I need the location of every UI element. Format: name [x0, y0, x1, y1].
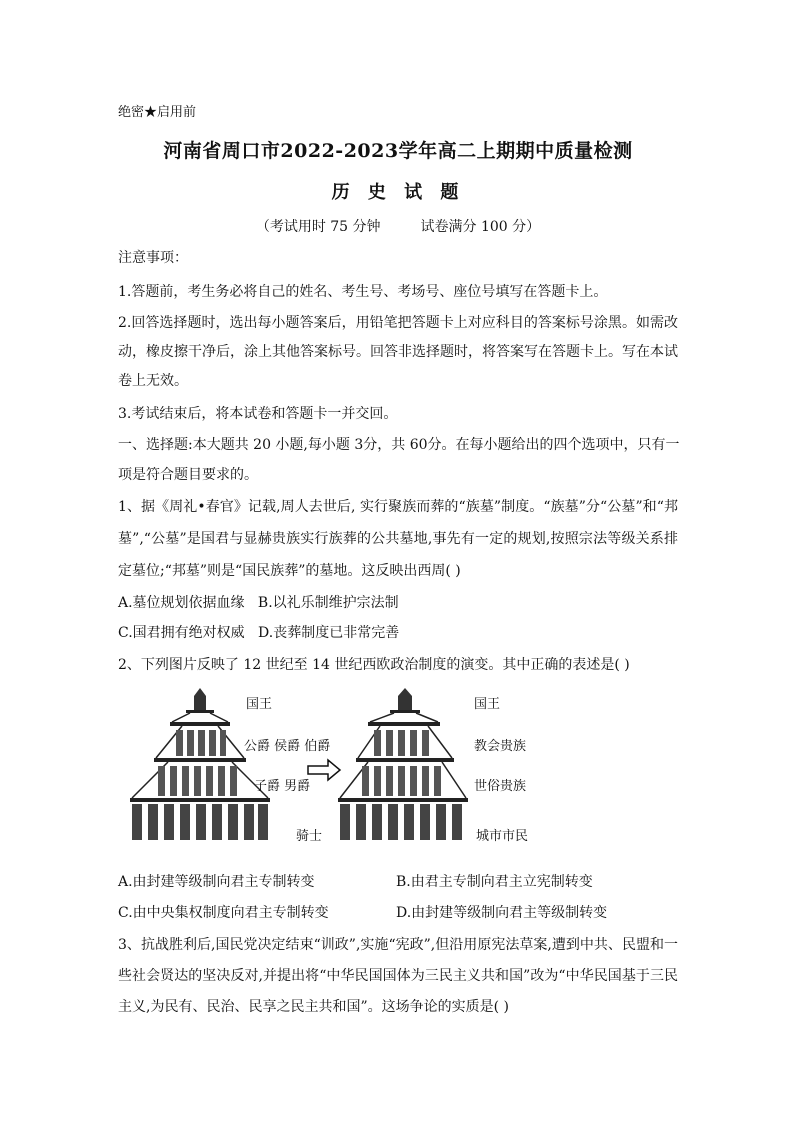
- q2-option-c: C.由中央集权制度向君主专制转变: [118, 905, 329, 921]
- q1-options-row1: [118, 593, 678, 613]
- q1-stem: 1、据《周礼•春官》记载,周人去世后, 实行聚族而葬的“族墓”制度。“族墓”分“公墓”和“邦: [118, 499, 678, 515]
- left-label-dukes: 公爵 侯爵 伯爵: [244, 739, 331, 754]
- right-tier-2: [368, 722, 440, 726]
- q2-option-a: A.由封建等级制向君主专制转变: [118, 874, 315, 890]
- confidential-label: 绝密★启用前: [118, 105, 197, 120]
- exam-score: 试卷满分 100 分）: [420, 219, 541, 235]
- q2-option-d: D.由封建等级制向君主等级制转变: [396, 905, 608, 921]
- right-label-clergy: 教会贵族: [474, 739, 527, 754]
- exam-info: [118, 216, 678, 236]
- notes-heading: 注意事项：: [118, 250, 188, 266]
- right-tier-1: [390, 710, 420, 713]
- q1-option-a: A.墓位规划依据血缘: [118, 595, 245, 611]
- q2-options-row1: [118, 872, 678, 892]
- q3-stem-cont: 些社会贤达的坚决反对,并提出将“中华民国国体为三民主义共和国”改为“中华民国基于三民: [118, 968, 678, 984]
- knights-figures: [132, 804, 268, 840]
- right-tier-3: [356, 758, 454, 762]
- citizens-figures: [340, 804, 462, 840]
- crowned-king-figure: [398, 688, 412, 710]
- right-pyramid: [338, 688, 468, 840]
- left-tier-3: [154, 758, 246, 762]
- section1-intro: 一、选择题:本大题共 20 小题,每小题 3分，共 60分。在每小题给出的四个选项中，只有一: [118, 437, 680, 453]
- right-tier-base: [338, 798, 468, 802]
- subject-title: 历 史 试 题: [331, 182, 465, 203]
- q1-stem-cont: 墓”,“公墓”是国君与显赫贵族实行族葬的公共墓地,事先有一定的规划,按照宗法等级关系排: [118, 531, 678, 547]
- note-item: 3.考试结束后，将本试卷和答题卡一并交回。: [118, 406, 398, 422]
- q2-pyramid-figure: [124, 684, 554, 846]
- arrow-right-icon: [308, 760, 340, 780]
- left-label-knights: 骑士: [296, 829, 323, 844]
- left-label-king: 国王: [246, 697, 273, 712]
- left-tier-1: [186, 710, 214, 713]
- crowned-king-figure: [194, 688, 206, 710]
- estates-figures: [362, 730, 441, 796]
- note-item: 动，橡皮擦干净后，涂上其他答案标号。回答非选择题时，将答案写在答题卡上。写在本试: [118, 344, 678, 360]
- q1-stem-end: 定墓位;“邦墓”则是“国民族葬”的墓地。这反映出西周( ): [118, 563, 461, 579]
- q2-options-row2: [118, 903, 678, 923]
- note-item: 1.答题前，考生务必将自己的姓名、考生号、考场号、座位号填写在答题卡上。: [118, 284, 608, 300]
- q3-stem-end: 主义,为民有、民治、民享之民主共和国”。这场争论的实质是( ): [118, 999, 509, 1015]
- exam-time: （考试用时 75 分钟: [255, 219, 381, 235]
- q2-option-b: B.由君主专制向君主立宪制转变: [396, 874, 593, 890]
- left-tier-2: [170, 722, 230, 726]
- section1-intro-cont: 项是符合题目要求的。: [118, 467, 258, 483]
- left-label-viscounts: 子爵 男爵: [254, 779, 311, 794]
- note-item: 2.回答选择题时，选出每小题答案后，用铅笔把答题卡上对应科目的答案标号涂黑。如需改: [118, 315, 678, 331]
- exam-title: 河南省周口市2022-2023学年高二上期期中质量检测: [163, 140, 633, 162]
- q1-option-b: B.以礼乐制维护宗法制: [257, 595, 399, 611]
- q1-option-c: C.国君拥有绝对权威: [118, 625, 245, 641]
- q1-option-d: D.丧葬制度已非常完善: [258, 625, 400, 641]
- right-label-lay-nobles: 世俗贵族: [474, 779, 527, 794]
- right-label-king: 国王: [474, 697, 501, 712]
- q2-stem: 2、下列图片反映了 12 世纪至 14 世纪西欧政治制度的演变。其中正确的表述是( ): [118, 657, 630, 673]
- q1-options-row2: [118, 623, 678, 643]
- note-item: 卷上无效。: [118, 373, 188, 389]
- q3-stem: 3、抗战胜利后,国民党决定结束“训政”,实施“宪政”,但沿用原宪法草案,遭到中共、民盟和一: [118, 937, 678, 953]
- right-label-burghers: 城市市民: [476, 829, 529, 844]
- left-tier-base: [130, 798, 270, 802]
